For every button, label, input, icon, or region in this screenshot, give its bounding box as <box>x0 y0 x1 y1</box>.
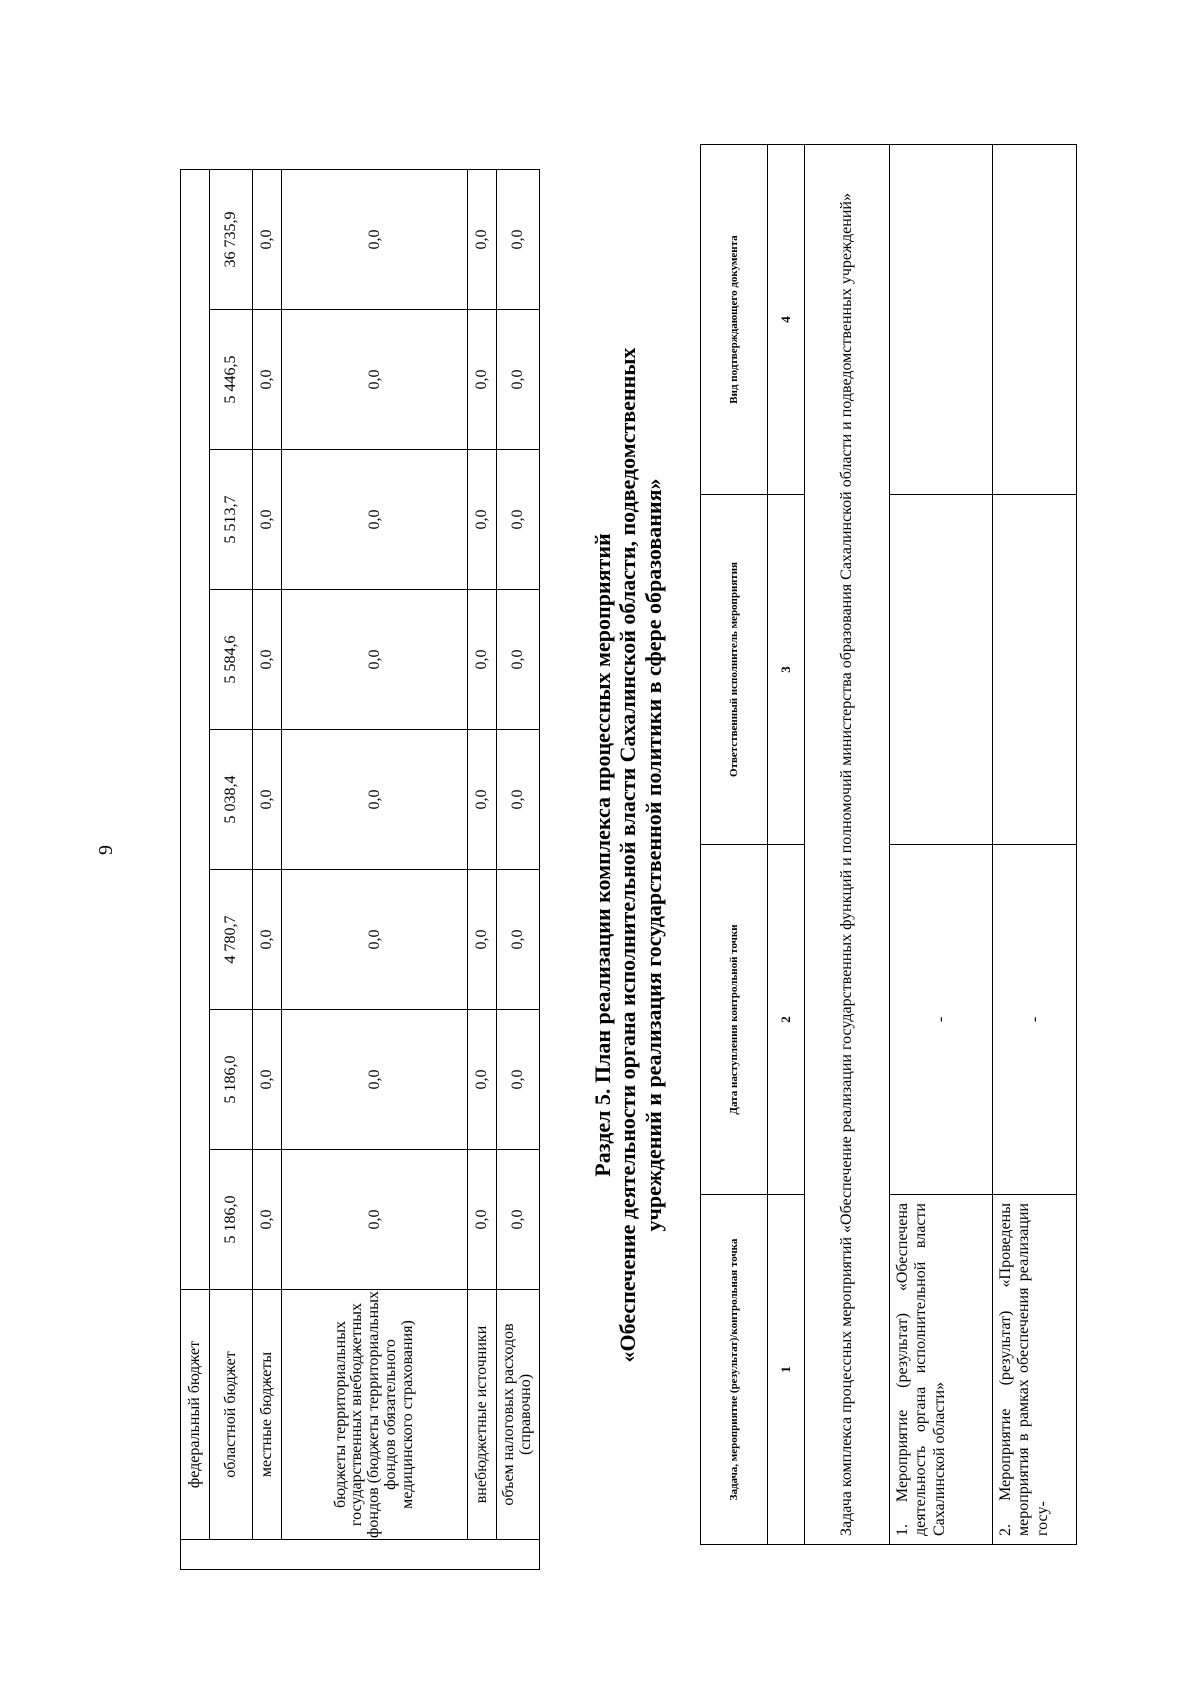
funding-cell: 0,0 <box>253 450 282 590</box>
funding-cell: 5 584,6 <box>210 590 253 730</box>
funding-cell: 0,0 <box>253 170 282 310</box>
section-subtitle-line-1: «Обеспечение деятельности органа исполнительной власти Сахалинской области, подведомственных <box>615 347 641 1363</box>
plan-header-cell: Ответственный исполнитель мероприятия <box>701 495 768 845</box>
page-number: 9 <box>95 845 117 855</box>
funding-cell: 5 038,4 <box>210 730 253 870</box>
column-number: 2 <box>768 845 805 1195</box>
plan-header-cell: Вид подтверждающего документа <box>701 145 768 495</box>
funding-cell: 36 735,9 <box>210 170 253 310</box>
funding-cell: 0,0 <box>253 870 282 1010</box>
funding-cell: 0,0 <box>282 170 468 310</box>
column-number: 1 <box>768 1195 805 1545</box>
funding-row-label: внебюджетные источники <box>468 1290 497 1540</box>
funding-cell: 0,0 <box>253 310 282 450</box>
funding-cell: 0,0 <box>282 450 468 590</box>
funding-cell: 5 186,0 <box>210 1150 253 1290</box>
funding-cell: 0,0 <box>253 1010 282 1150</box>
funding-row-label: бюджеты территориальных государственных внебюджетных фондов (бюджеты территориальных фондов обязательного медицинского страхования) <box>282 1290 468 1540</box>
funding-cell: 0,0 <box>497 450 540 590</box>
funding-row <box>282 170 468 1570</box>
funding-cell: 0,0 <box>253 730 282 870</box>
funding-cell: 0,0 <box>282 730 468 870</box>
plan-row <box>890 145 993 1545</box>
column-number: 4 <box>768 145 805 495</box>
section-title: Раздел 5. План реализации комплекса процессных мероприятий <box>590 533 615 1177</box>
funding-cell: 0,0 <box>497 870 540 1010</box>
funding-cell: 0,0 <box>468 730 497 870</box>
plan-row-document <box>890 145 993 495</box>
funding-table <box>180 169 540 1570</box>
funding-cell: 0,0 <box>468 590 497 730</box>
funding-cell: 0,0 <box>282 310 468 450</box>
section-subtitle-line-2: учреждений и реализация государственной политики в сфере образования» <box>640 478 666 1232</box>
funding-row <box>210 170 253 1570</box>
plan-row-text: 2. Мероприятие (результат) «Проведены мероприятия в рамках обеспечения реализации госу- <box>993 1195 1077 1545</box>
funding-cell: 4 780,7 <box>210 870 253 1010</box>
funding-cell: 0,0 <box>497 170 540 310</box>
funding-cell: 0,0 <box>497 1010 540 1150</box>
funding-row <box>253 170 282 1570</box>
funding-row-label: объем налоговых расходов (справочно) <box>497 1290 540 1540</box>
plan-row-text: 1. Мероприятие (результат) «Обеспечена деятельность органа исполнительной власти Сахалинской области» <box>890 1195 993 1545</box>
column-number: 3 <box>768 495 805 845</box>
funding-cell: 0,0 <box>282 590 468 730</box>
rotated-content <box>35 50 1165 1650</box>
funding-row <box>468 170 497 1570</box>
plan-task-text: Задача комплекса процессных мероприятий «Обеспечение реализации государственных функций и полномочий министерства образования Сахалинской области и подведомственных учреждений» <box>805 145 890 1545</box>
funding-cell: 0,0 <box>497 730 540 870</box>
plan-row-date: - <box>890 845 993 1195</box>
funding-row <box>181 170 210 1570</box>
plan-task-row <box>805 145 890 1545</box>
plan-row-executor <box>993 495 1077 845</box>
section-heading <box>590 160 666 1550</box>
funding-cell: 0,0 <box>282 1010 468 1150</box>
funding-cell: 0,0 <box>497 590 540 730</box>
funding-cell: 0,0 <box>253 590 282 730</box>
funding-cell: 0,0 <box>468 170 497 310</box>
funding-cell: 0,0 <box>282 870 468 1010</box>
plan-header-row <box>701 145 768 1545</box>
funding-row-label: федеральный бюджет <box>181 1290 210 1540</box>
plan-header-cell: Задача, мероприятие (результат)/контрольная точка <box>701 1195 768 1545</box>
plan-number-row <box>768 145 805 1545</box>
funding-cell: 0,0 <box>468 310 497 450</box>
funding-cell: 0,0 <box>468 1150 497 1290</box>
funding-cell: 0,0 <box>468 450 497 590</box>
plan-row-document <box>993 145 1077 495</box>
funding-row-label: местные бюджеты <box>253 1290 282 1540</box>
funding-cell: 0,0 <box>253 1150 282 1290</box>
plan-table <box>700 144 1077 1545</box>
funding-cell: 5 186,0 <box>210 1010 253 1150</box>
plan-row-executor <box>890 495 993 845</box>
funding-cell: 0,0 <box>468 1010 497 1150</box>
funding-row <box>497 170 540 1570</box>
funding-cell: 0,0 <box>282 1150 468 1290</box>
funding-cell: 0,0 <box>468 870 497 1010</box>
plan-header-cell: Дата наступления контрольной точки <box>701 845 768 1195</box>
funding-cell: 5 513,7 <box>210 450 253 590</box>
funding-cell: 0,0 <box>497 310 540 450</box>
plan-row <box>993 145 1077 1545</box>
funding-cell: 5 446,5 <box>210 310 253 450</box>
funding-row-label: областной бюджет <box>210 1290 253 1540</box>
plan-row-date: - <box>993 845 1077 1195</box>
funding-cell: 0,0 <box>497 1150 540 1290</box>
